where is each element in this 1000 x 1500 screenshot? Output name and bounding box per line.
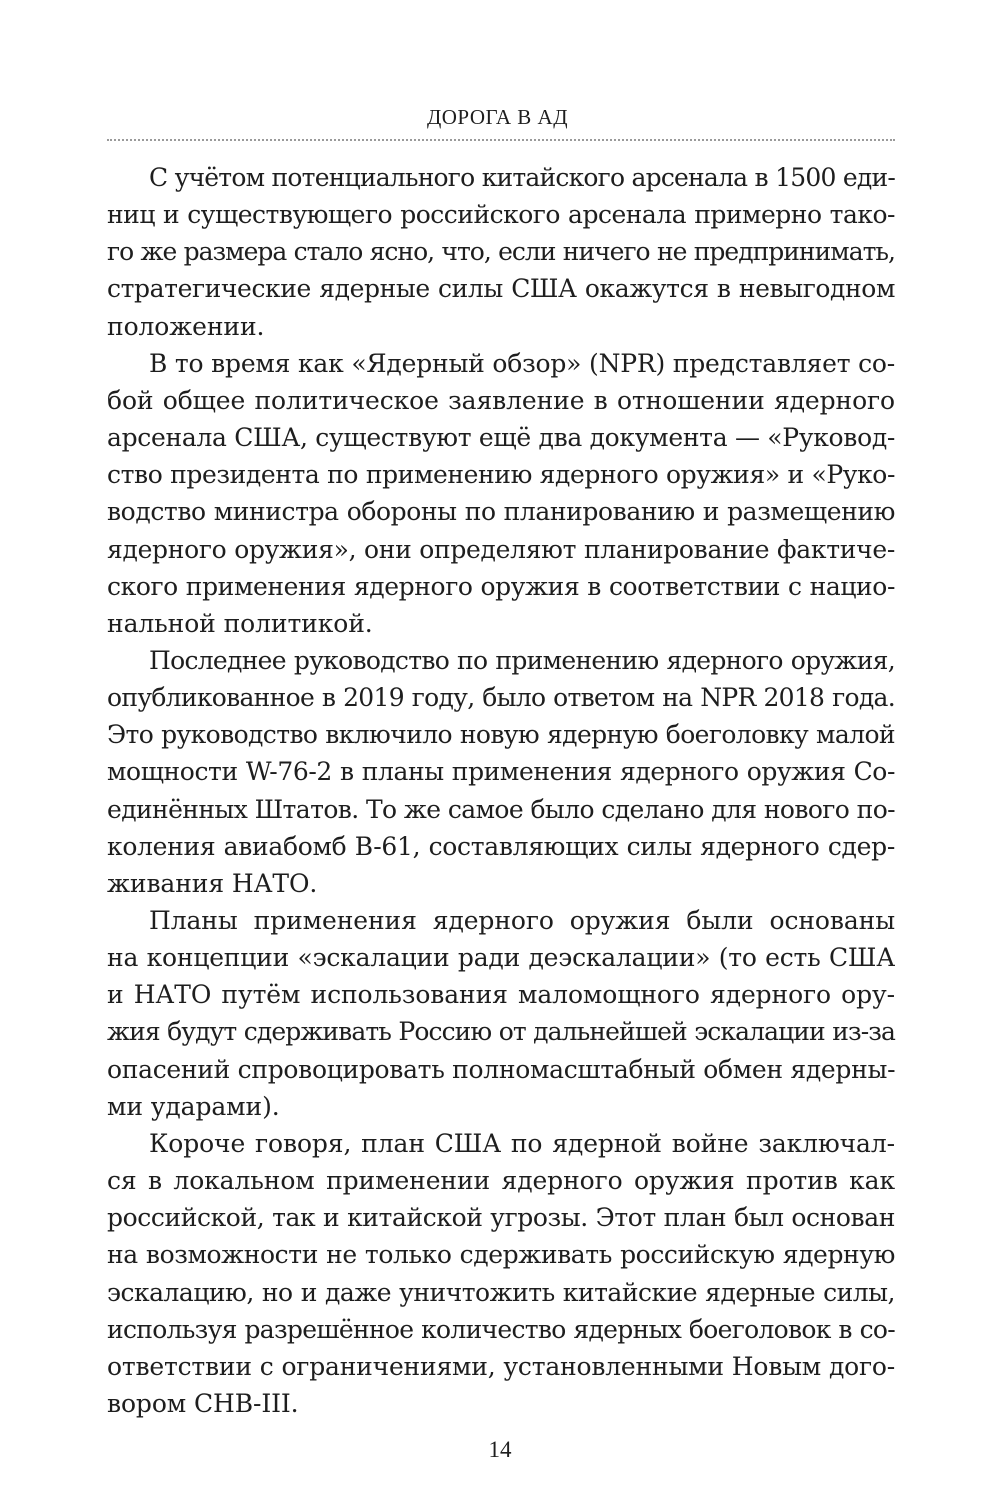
- text-line: нальной политикой.: [107, 608, 373, 638]
- text-line: положении.: [107, 311, 265, 341]
- text-line: на возможности не только сдерживать российскую ядерную: [107, 1240, 895, 1270]
- text-line: водство министра обороны по планированию и размещению: [107, 497, 895, 527]
- text-line: го же размера стало ясно, что, если ничего не предпринимать,: [107, 237, 895, 267]
- text-line: Короче говоря, план США по ядерной войне заключал-: [149, 1128, 895, 1158]
- text-line: на концепции «эскалации ради деэскалации» (то есть США: [107, 943, 895, 973]
- text-line: ся в локальном применении ядерного оружия против как: [107, 1166, 895, 1196]
- text-line: российской, так и китайской угрозы. Этот план был основан: [107, 1203, 895, 1233]
- text-line: мощности W-76-2 в планы применения ядерного оружия Со-: [107, 757, 895, 787]
- page-number: 14: [488, 1437, 512, 1462]
- text-line: опасений спровоцировать полномасштабный обмен ядерны-: [107, 1054, 896, 1084]
- text-line: ниц и существующего российского арсенала примерно тако-: [107, 200, 895, 230]
- text-line: ми ударами).: [107, 1091, 280, 1121]
- text-line: используя разрешённое количество ядерных боеголовок в со-: [107, 1314, 895, 1344]
- text-line: С учётом потенциального китайского арсенала в 1500 еди-: [149, 163, 895, 192]
- text-line: эскалацию, но и даже уничтожить китайские ядерные силы,: [107, 1277, 895, 1307]
- text-line: арсенала США, существуют ещё два документа — «Руковод-: [107, 423, 896, 453]
- text-line: Планы применения ядерного оружия были основаны: [149, 906, 895, 935]
- text-line: Это руководство включило новую ядерную боеголовку малой: [107, 720, 895, 750]
- text-line: Последнее руководство по применению ядерного оружия,: [149, 645, 895, 675]
- text-line: живания НАТО.: [107, 868, 318, 898]
- text-line: вором СНВ-III.: [107, 1388, 299, 1418]
- text-line: ство президента по применению ядерного оружия» и «Руко-: [107, 460, 895, 490]
- text-line: жия будут сдерживать Россию от дальнейшей эскалации из-за: [107, 1017, 895, 1047]
- text-line: единённых Штатов. То же самое было сделано для нового по-: [107, 794, 895, 824]
- text-line: стратегические ядерные силы США окажутся в невыгодном: [107, 274, 895, 304]
- text-line: и НАТО путём использования маломощного ядерного ору-: [107, 980, 895, 1010]
- text-line: опубликованное в 2019 году, было ответом на NPR 2018 года.: [107, 683, 895, 713]
- text-line: ответствии с ограничениями, установленными Новым дого-: [107, 1351, 895, 1381]
- text-line: бой общее политическое заявление в отношении ядерного: [107, 385, 895, 415]
- text-line: ского применения ядерного оружия в соответствии с нацио-: [107, 571, 895, 601]
- header-dotted-rule: [107, 139, 895, 141]
- text-line: В то время как «Ядерный обзор» (NPR) представляет со-: [149, 348, 895, 378]
- running-head: ДОРОГА В АД: [426, 105, 569, 129]
- text-line: ядерного оружия», они определяют планирование фактиче-: [107, 534, 895, 564]
- text-line: коления авиабомб B-61, составляющих силы ядерного сдер-: [107, 831, 895, 861]
